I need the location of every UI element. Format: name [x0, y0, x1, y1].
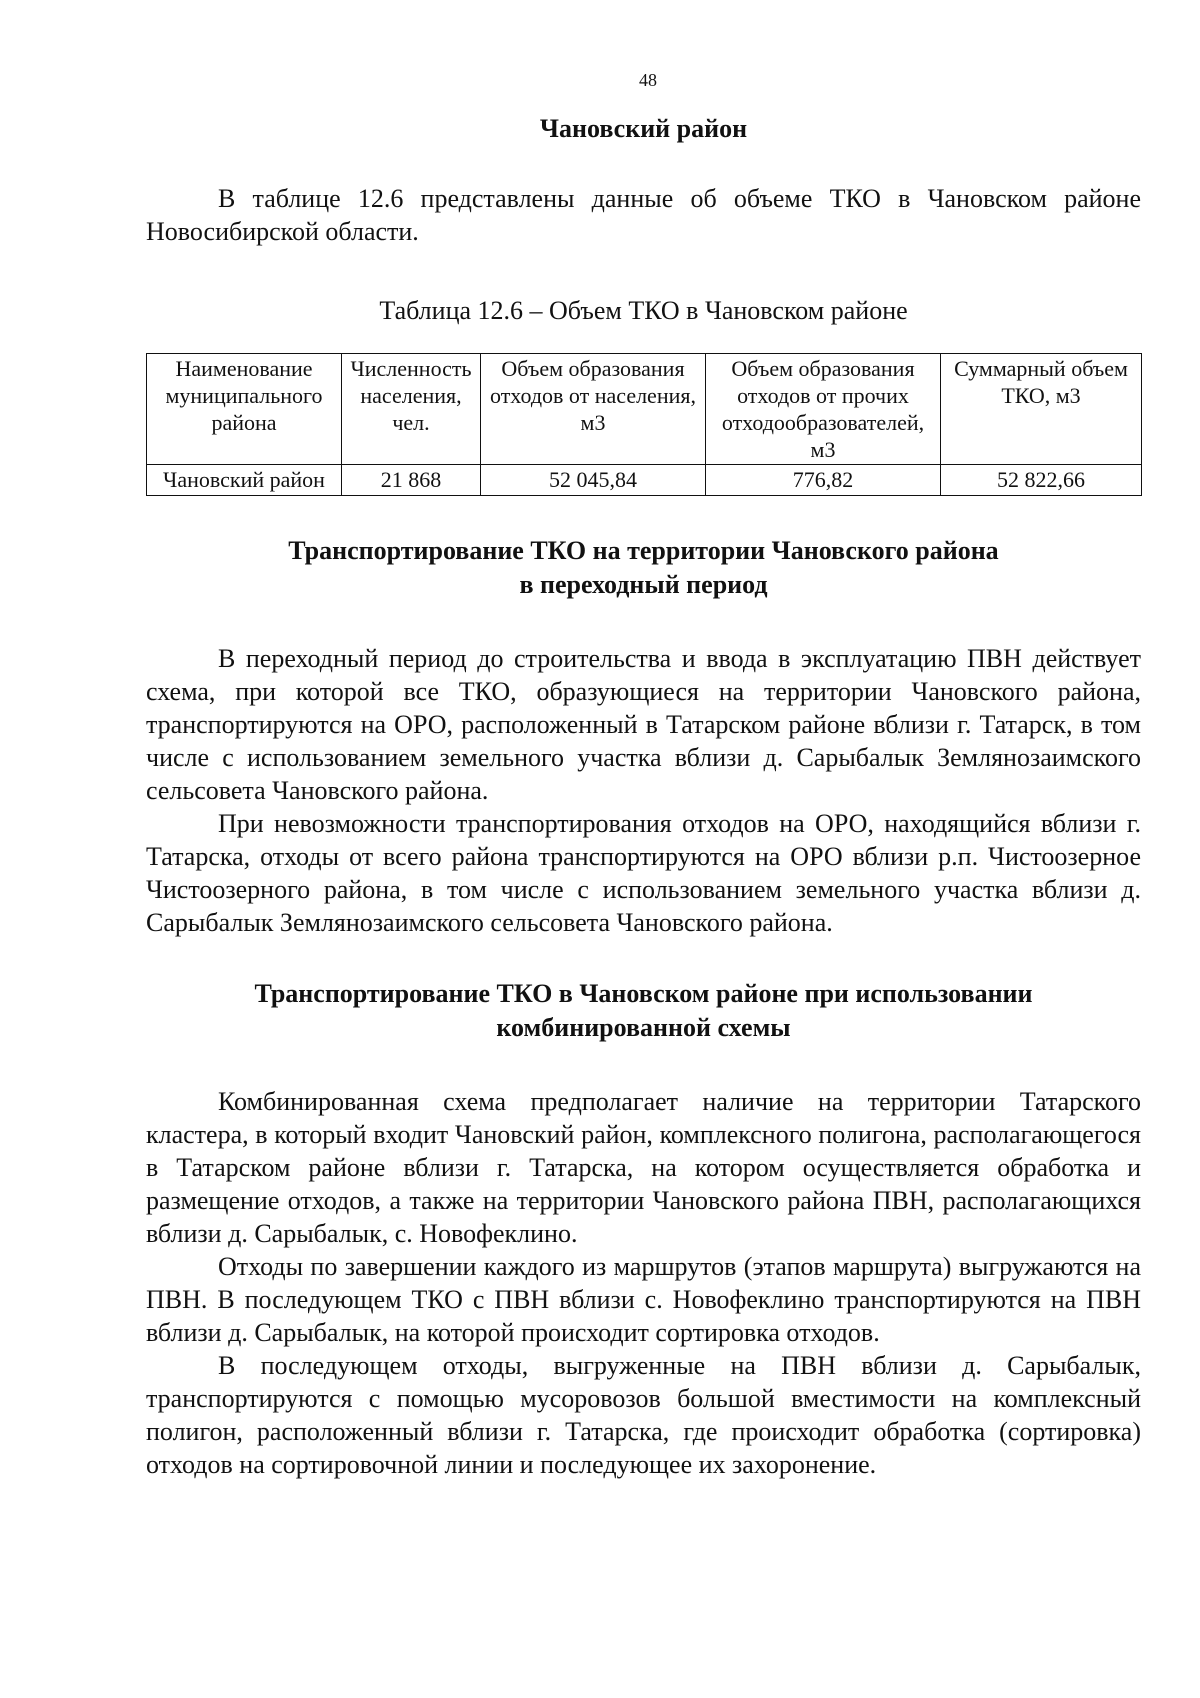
- header-volume-other: Объем образования отходов от прочих отходообразователей, м3: [706, 354, 941, 465]
- paragraph: При невозможности транспортирования отходов на ОРО, находящийся вблизи г. Татарска, отходы от всего района транспортируются на ОРО вблизи р.п. Чистоозерное Чистоозерного района, в том числе с использованием земельного участка вблизи д. Сарыбалык Землянозаимского сельсовета Чановского района.: [146, 809, 1141, 937]
- section-title-combined: [146, 977, 1141, 1045]
- intro-paragraph: В таблице 12.6 представлены данные об объеме ТКО в Чановском районе Новосибирской области.: [146, 184, 1141, 246]
- table-row: [147, 465, 1142, 496]
- section-title-transition: [146, 534, 1141, 602]
- page-number: 48: [639, 70, 657, 90]
- section-title-line: в переходный период: [519, 570, 768, 599]
- paragraph: В последующем отходы, выгруженные на ПВН вблизи д. Сарыбалык, транспортируются с помощью мусоровозов большой вместимости на комплексный полигон, расположенный вблизи г. Татарска, где происходит обработка (сортировка) отходов на сортировочной линии и последующее их захоронение.: [146, 1351, 1141, 1479]
- header-total-volume: Суммарный объем ТКО, м3: [941, 354, 1142, 465]
- tko-volume-table: [146, 353, 1142, 496]
- header-volume-population: Объем образования отходов от населения, м3: [481, 354, 706, 465]
- cell-volume-population: 52 045,84: [481, 465, 706, 496]
- paragraph: Отходы по завершении каждого из маршрутов (этапов маршрута) выгружаются на ПВН. В последующем ТКО с ПВН вблизи с. Новофеклино транспортируются на ПВН вблизи д. Сарыбалык, на которой происходит сортировка отходов.: [146, 1252, 1141, 1347]
- section-title-chanovsky: Чановский район: [539, 114, 748, 143]
- section-title-line: комбинированной схемы: [496, 1013, 791, 1042]
- header-population: Численность населения, чел.: [342, 354, 481, 465]
- table-header-row: [147, 354, 1142, 465]
- cell-district: Чановский район: [147, 465, 342, 496]
- cell-population: 21 868: [342, 465, 481, 496]
- cell-total-volume: 52 822,66: [941, 465, 1142, 496]
- section-title-line: Транспортирование ТКО в Чановском районе при использовании: [254, 979, 1033, 1008]
- paragraph: Комбинированная схема предполагает наличие на территории Татарского кластера, в который входит Чановский район, комплексного полигона, располагающегося в Татарском районе вблизи г. Татарска, на котором осуществляется обработка и размещение отходов, а также на территории Чановского района ПВН, располагающихся вблизи д. Сарыбалык, с. Новофеклино.: [146, 1087, 1141, 1248]
- page-content: [146, 112, 1141, 1481]
- paragraph: В переходный период до строительства и ввода в эксплуатацию ПВН действует схема, при которой все ТКО, образующиеся на территории Чановского района, транспортируются на ОРО, расположенный в Татарском районе вблизи г. Татарск, в том числе с использованием земельного участка вблизи д. Сарыбалык Землянозаимского сельсовета Чановского района.: [146, 644, 1141, 805]
- table-caption: Таблица 12.6 – Объем ТКО в Чановском районе: [379, 296, 908, 325]
- header-district: Наименование муниципального района: [147, 354, 342, 465]
- cell-volume-other: 776,82: [706, 465, 941, 496]
- section-title-line: Транспортирование ТКО на территории Чановского района: [288, 536, 999, 565]
